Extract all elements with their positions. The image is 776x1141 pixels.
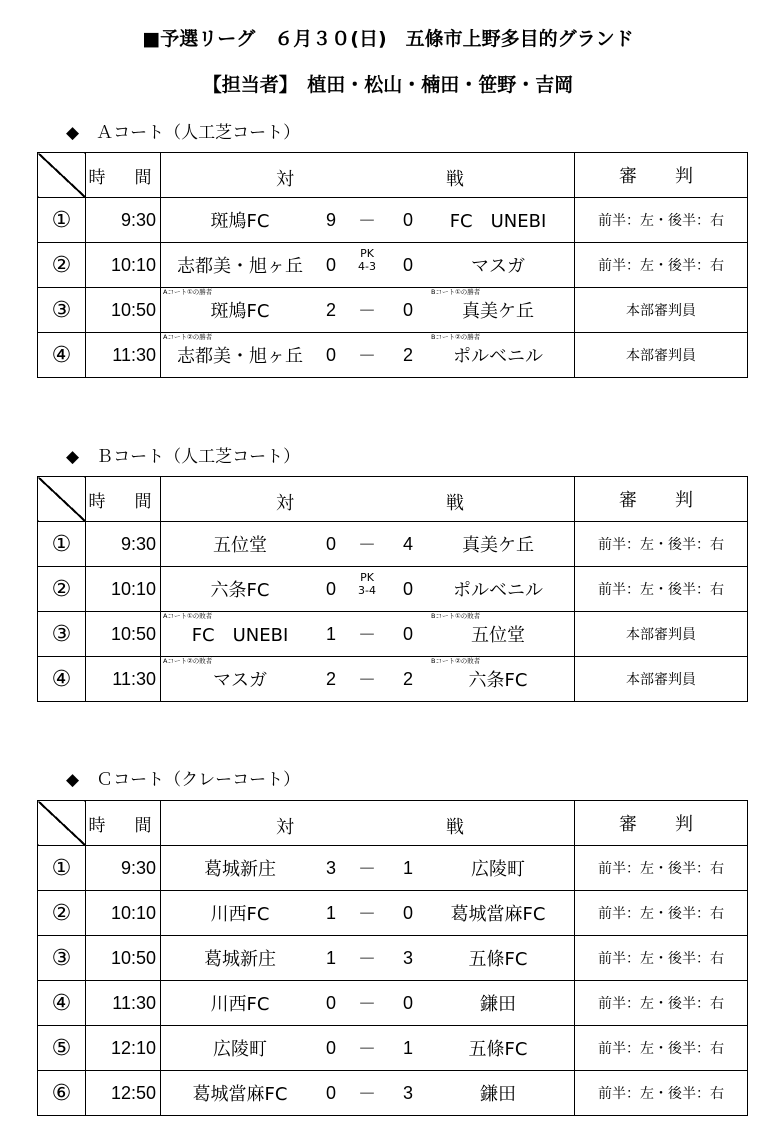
kickoff-time: 11:30: [86, 333, 161, 378]
table-row: [38, 243, 748, 288]
match-number: ⑤: [38, 1026, 86, 1071]
match-number: ④: [38, 981, 86, 1026]
match-number: ③: [38, 612, 86, 657]
home-score: 2: [325, 668, 336, 689]
page-title: ■予選リーグ ６月３０(日) 五條市上野多目的グランド: [142, 28, 634, 50]
home-score: 1: [325, 623, 336, 644]
time-header: 時 間: [86, 153, 161, 198]
table-row: [38, 846, 748, 891]
match-cell: [161, 846, 575, 891]
match-number: ①: [38, 846, 86, 891]
table-row: [38, 567, 748, 612]
table-row: [38, 522, 748, 567]
home-score: 0: [325, 254, 336, 275]
table-row: [38, 891, 748, 936]
kickoff-time: 9:30: [86, 522, 161, 567]
away-team: 六条FC: [468, 670, 528, 691]
match-header: [161, 477, 575, 522]
home-score: 0: [325, 344, 336, 365]
away-team: 鎌田: [480, 1084, 516, 1105]
home-score: 1: [325, 902, 336, 923]
pk-score: 3-4: [358, 584, 376, 597]
away-score: 1: [402, 857, 413, 878]
home-team: 葛城新庄: [204, 859, 276, 880]
match-number: ②: [38, 243, 86, 288]
table-header-row: [38, 477, 748, 522]
home-team: 川西FC: [210, 904, 270, 925]
away-team: FC UNEBI: [449, 211, 547, 232]
staff-line: 【担当者】 植田・松山・楠田・笹野・吉岡: [202, 74, 574, 96]
match-header-battle: 戦: [446, 493, 464, 514]
schedule-table: [37, 152, 748, 378]
away-team: 五條FC: [468, 1039, 528, 1060]
kickoff-time: 11:30: [86, 657, 161, 702]
corner-cell: [38, 153, 86, 198]
away-team: 真美ケ丘: [462, 301, 534, 322]
referee-assignment: 前半：左・後半：右: [575, 891, 748, 936]
table-row: [38, 1071, 748, 1116]
away-score: 3: [402, 947, 413, 968]
score-separator: －: [358, 346, 376, 367]
match-number: ③: [38, 288, 86, 333]
score-separator: －: [358, 859, 376, 880]
match-number: ①: [38, 198, 86, 243]
home-team: マスガ: [213, 670, 267, 691]
referee-assignment: 前半：左・後半：右: [575, 936, 748, 981]
referee-assignment: 前半：左・後半：右: [575, 522, 748, 567]
kickoff-time: 9:30: [86, 846, 161, 891]
kickoff-time: 9:30: [86, 198, 161, 243]
score-separator: －: [358, 301, 376, 322]
table-row: [38, 657, 748, 702]
home-team: 川西FC: [210, 994, 270, 1015]
kickoff-time: 11:30: [86, 981, 161, 1026]
table-header-row: [38, 801, 748, 846]
table-row: [38, 612, 748, 657]
home-score: 1: [325, 947, 336, 968]
home-team: 斑鳩FC: [210, 301, 270, 322]
match-cell: [161, 333, 575, 378]
pk-label: PK: [360, 571, 374, 584]
corner-cell: [38, 477, 86, 522]
away-team: 広陵町: [471, 859, 525, 880]
away-team: 五條FC: [468, 949, 528, 970]
court-heading: ◆ Ａコート（人工芝コート）: [66, 123, 301, 143]
table-row: [38, 936, 748, 981]
score-separator: －: [358, 904, 376, 925]
schedule-table: [37, 800, 748, 1116]
home-score: 3: [325, 857, 336, 878]
time-header: 時 間: [86, 477, 161, 522]
home-source-note: Aコート①の勝者: [163, 288, 213, 296]
home-team: 葛城新庄: [204, 949, 276, 970]
home-score: 0: [325, 578, 336, 599]
referee-header: 審 判: [575, 153, 748, 198]
referee-header: 審 判: [575, 801, 748, 846]
referee-assignment: 本部審判員: [575, 288, 748, 333]
table-row: [38, 981, 748, 1026]
referee-assignment: 前半：左・後半：右: [575, 1026, 748, 1071]
away-source-note: Bコート②の勝者: [431, 333, 481, 341]
table-row: [38, 333, 748, 378]
away-score: 0: [402, 623, 413, 644]
match-cell: [161, 981, 575, 1026]
match-cell: [161, 522, 575, 567]
home-source-note: Aコート②の敗者: [163, 657, 213, 665]
away-score: 3: [402, 1082, 413, 1103]
away-team: マスガ: [471, 256, 525, 277]
away-team: 葛城當麻FC: [450, 904, 546, 925]
referee-assignment: 本部審判員: [575, 657, 748, 702]
home-source-note: Aコート①の敗者: [163, 612, 213, 620]
away-source-note: Bコート①の勝者: [431, 288, 481, 296]
match-number: ④: [38, 333, 86, 378]
kickoff-time: 10:50: [86, 288, 161, 333]
schedule-table: [37, 476, 748, 702]
match-cell: [161, 198, 575, 243]
match-header-vs: 対: [276, 493, 294, 514]
score-separator: －: [358, 1039, 376, 1060]
home-team: 志都美・旭ヶ丘: [177, 256, 303, 277]
referee-assignment: 前半：左・後半：右: [575, 198, 748, 243]
court-heading: ◆ Ｂコート（人工芝コート）: [66, 447, 301, 467]
match-header: [161, 153, 575, 198]
home-score: 0: [325, 992, 336, 1013]
score-separator: －: [358, 211, 376, 232]
score-separator: －: [358, 994, 376, 1015]
score-separator: －: [358, 1084, 376, 1105]
home-team: 志都美・旭ヶ丘: [177, 346, 303, 367]
match-cell: [161, 288, 575, 333]
away-team: ポルベニル: [453, 580, 543, 601]
table-row: [38, 288, 748, 333]
kickoff-time: 10:50: [86, 612, 161, 657]
away-team: 五位堂: [471, 625, 525, 646]
away-score: 4: [402, 533, 413, 554]
kickoff-time: 10:10: [86, 243, 161, 288]
match-cell: [161, 243, 575, 288]
kickoff-time: 10:10: [86, 567, 161, 612]
home-team: FC UNEBI: [191, 625, 289, 646]
away-score: 0: [402, 992, 413, 1013]
match-header-battle: 戦: [446, 169, 464, 190]
away-score: 2: [402, 668, 413, 689]
score-separator: －: [358, 949, 376, 970]
away-team: 鎌田: [480, 994, 516, 1015]
match-header-vs: 対: [276, 817, 294, 838]
away-source-note: Bコート①の敗者: [431, 612, 481, 620]
corner-cell: [38, 801, 86, 846]
pk-result: [355, 247, 379, 273]
match-number: ④: [38, 657, 86, 702]
away-score: 2: [402, 344, 413, 365]
away-team: ポルベニル: [453, 346, 543, 367]
away-team: 真美ケ丘: [462, 535, 534, 556]
home-source-note: Aコート②の勝者: [163, 333, 213, 341]
away-score: 0: [402, 299, 413, 320]
match-cell: [161, 891, 575, 936]
match-number: ③: [38, 936, 86, 981]
match-cell: [161, 612, 575, 657]
away-score: 0: [402, 209, 413, 230]
away-score: 1: [402, 1037, 413, 1058]
table-row: [38, 1026, 748, 1071]
referee-assignment: 本部審判員: [575, 333, 748, 378]
referee-assignment: 前半：左・後半：右: [575, 243, 748, 288]
match-cell: [161, 1026, 575, 1071]
match-cell: [161, 936, 575, 981]
home-score: 0: [325, 1082, 336, 1103]
match-header-vs: 対: [276, 169, 294, 190]
match-number: ②: [38, 567, 86, 612]
home-team: 斑鳩FC: [210, 211, 270, 232]
score-separator: －: [358, 625, 376, 646]
match-number: ①: [38, 522, 86, 567]
pk-score: 4-3: [358, 260, 376, 273]
referee-assignment: 前半：左・後半：右: [575, 1071, 748, 1116]
home-score: 9: [325, 209, 336, 230]
home-score: 0: [325, 533, 336, 554]
match-header-battle: 戦: [446, 817, 464, 838]
score-separator: －: [358, 535, 376, 556]
home-team: 五位堂: [213, 535, 267, 556]
home-score: 2: [325, 299, 336, 320]
kickoff-time: 10:10: [86, 891, 161, 936]
referee-assignment: 本部審判員: [575, 612, 748, 657]
home-team: 六条FC: [210, 580, 270, 601]
table-header-row: [38, 153, 748, 198]
pk-label: PK: [360, 247, 374, 260]
match-cell: [161, 567, 575, 612]
pk-result: [355, 571, 379, 597]
away-score: 0: [402, 254, 413, 275]
home-team: 葛城當麻FC: [192, 1084, 288, 1105]
home-score: 0: [325, 1037, 336, 1058]
kickoff-time: 12:50: [86, 1071, 161, 1116]
match-number: ⑥: [38, 1071, 86, 1116]
score-separator: －: [358, 670, 376, 691]
home-team: 広陵町: [213, 1039, 267, 1060]
kickoff-time: 12:10: [86, 1026, 161, 1071]
referee-assignment: 前半：左・後半：右: [575, 981, 748, 1026]
referee-assignment: 前半：左・後半：右: [575, 846, 748, 891]
match-cell: [161, 1071, 575, 1116]
kickoff-time: 10:50: [86, 936, 161, 981]
match-number: ②: [38, 891, 86, 936]
match-cell: [161, 657, 575, 702]
court-heading: ◆ Ｃコート（クレーコート）: [66, 770, 301, 790]
away-source-note: Bコート②の敗者: [431, 657, 481, 665]
away-score: 0: [402, 902, 413, 923]
match-header: [161, 801, 575, 846]
away-score: 0: [402, 578, 413, 599]
table-row: [38, 198, 748, 243]
time-header: 時 間: [86, 801, 161, 846]
referee-assignment: 前半：左・後半：右: [575, 567, 748, 612]
referee-header: 審 判: [575, 477, 748, 522]
